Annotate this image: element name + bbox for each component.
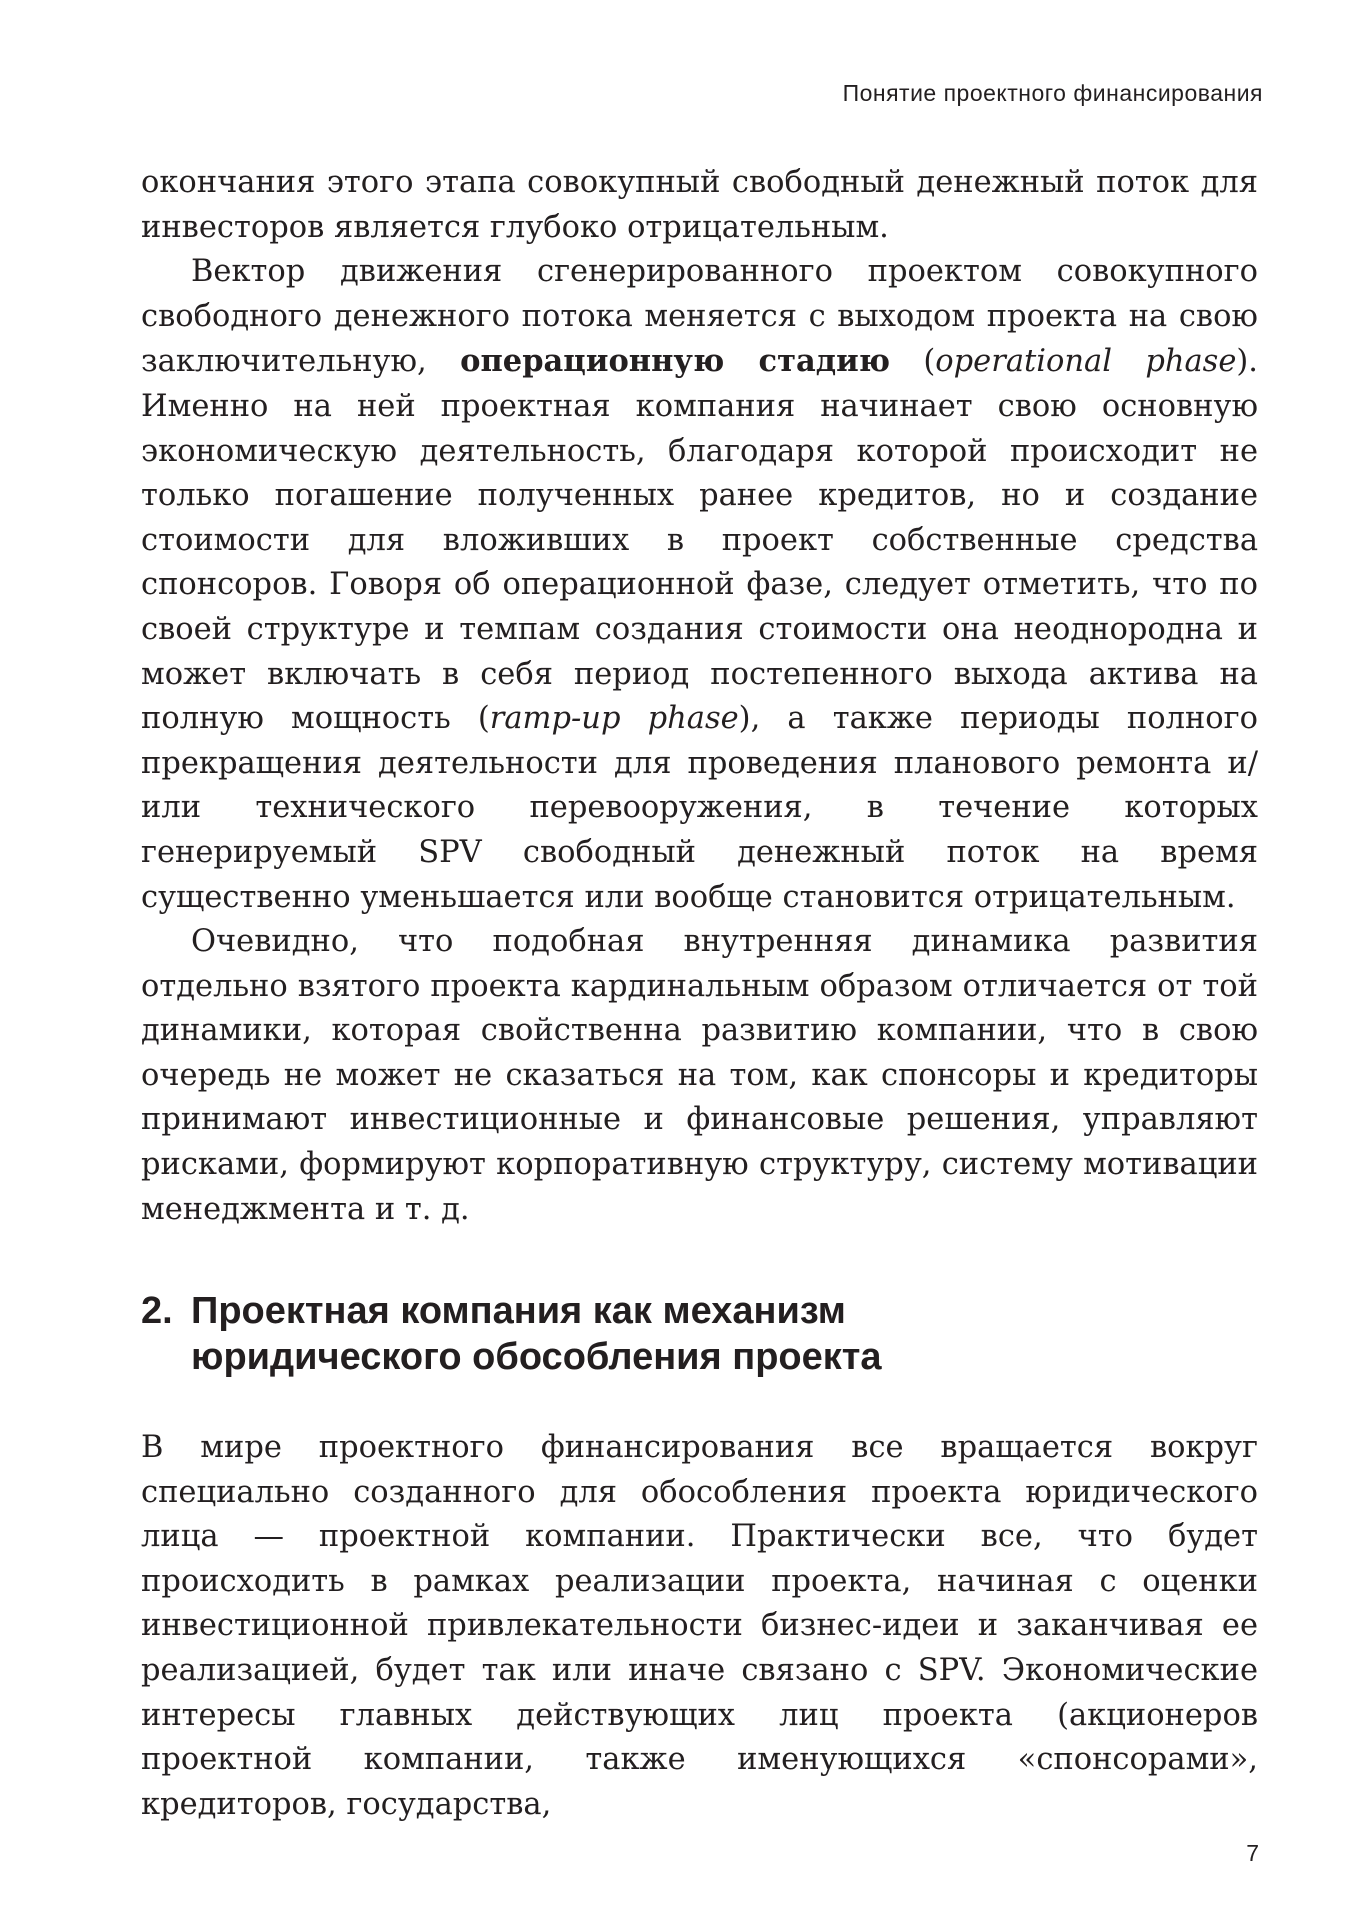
section-body: [141, 1426, 1258, 1827]
paragraph: В мире проектного финансирования все вращается вокруг специально созданного для обособления проекта юридического лица — проектной компании. Практически все, что будет происходить в рамках реализации проекта, начиная с оценки инвестиционной привлекательности бизнес-идеи и заканчивая ее реализацией, будет так или иначе связано с SPV. Экономические интересы главных действующих лиц проекта (акционеров проектной компании, также именующихся «спонсорами», кредиторов, государства,: [141, 1430, 1258, 1822]
paragraph-text: (: [890, 344, 936, 380]
section-title-line: Проектная компания как механизм: [191, 1290, 846, 1332]
running-header: Понятие проектного финансирования: [842, 80, 1263, 106]
section-number: 2.: [141, 1290, 173, 1332]
bold-term: операционную стадию: [460, 343, 890, 380]
paragraph-text: ), а также периоды полного прекращения деятельности для проведения планового ремонта и/или технического перевооружения, в течение которых генерируемый SPV свободный денежный поток на время существенно уменьшается или вообще становится отрицательным.: [141, 701, 1258, 915]
section-title-line: юридического обособления проекта: [191, 1336, 882, 1378]
paragraph: окончания этого этапа совокупный свободный денежный поток для инвесторов является глубоко отрицательным.: [141, 165, 1258, 245]
paragraph-text: ). Именно на ней проектная компания начинает свою основную экономическую деятельность, благодаря которой происходит не только погашение полученных ранее кредитов, но и создание стоимости для вложивших в проект собственные средства спонсоров. Говоря об операционной фазе, следует отметить, что по своей структуре и темпам создания стоимости она неоднородна и может включать в себя период постепенного выхода актива на полную мощность (: [141, 344, 1258, 737]
section-title: [191, 1288, 1258, 1380]
italic-term: ramp-up phase: [489, 701, 739, 737]
main-text: [141, 161, 1258, 1232]
italic-term: operational phase: [935, 344, 1237, 380]
section-heading: [141, 1288, 1258, 1380]
page-number: 7: [1246, 1840, 1259, 1866]
paragraph: Очевидно, что подобная внутренняя динамика развития отдельно взятого проекта кардинальным образом отличается от той динамики, которая свойственна развитию компании, что в свою очередь не может не сказаться на том, как спонсоры и кредиторы принимают инвестиционные и финансовые решения, управляют рисками, формируют корпоративную структуру, систему мотивации менеджмента и т. д.: [141, 924, 1258, 1227]
paragraph: [141, 250, 1258, 920]
paragraph-text: Вектор движения сгенерированного проектом совокупного свободного денежного потока меняется с выходом проекта на свою заключительную,: [141, 254, 1258, 380]
